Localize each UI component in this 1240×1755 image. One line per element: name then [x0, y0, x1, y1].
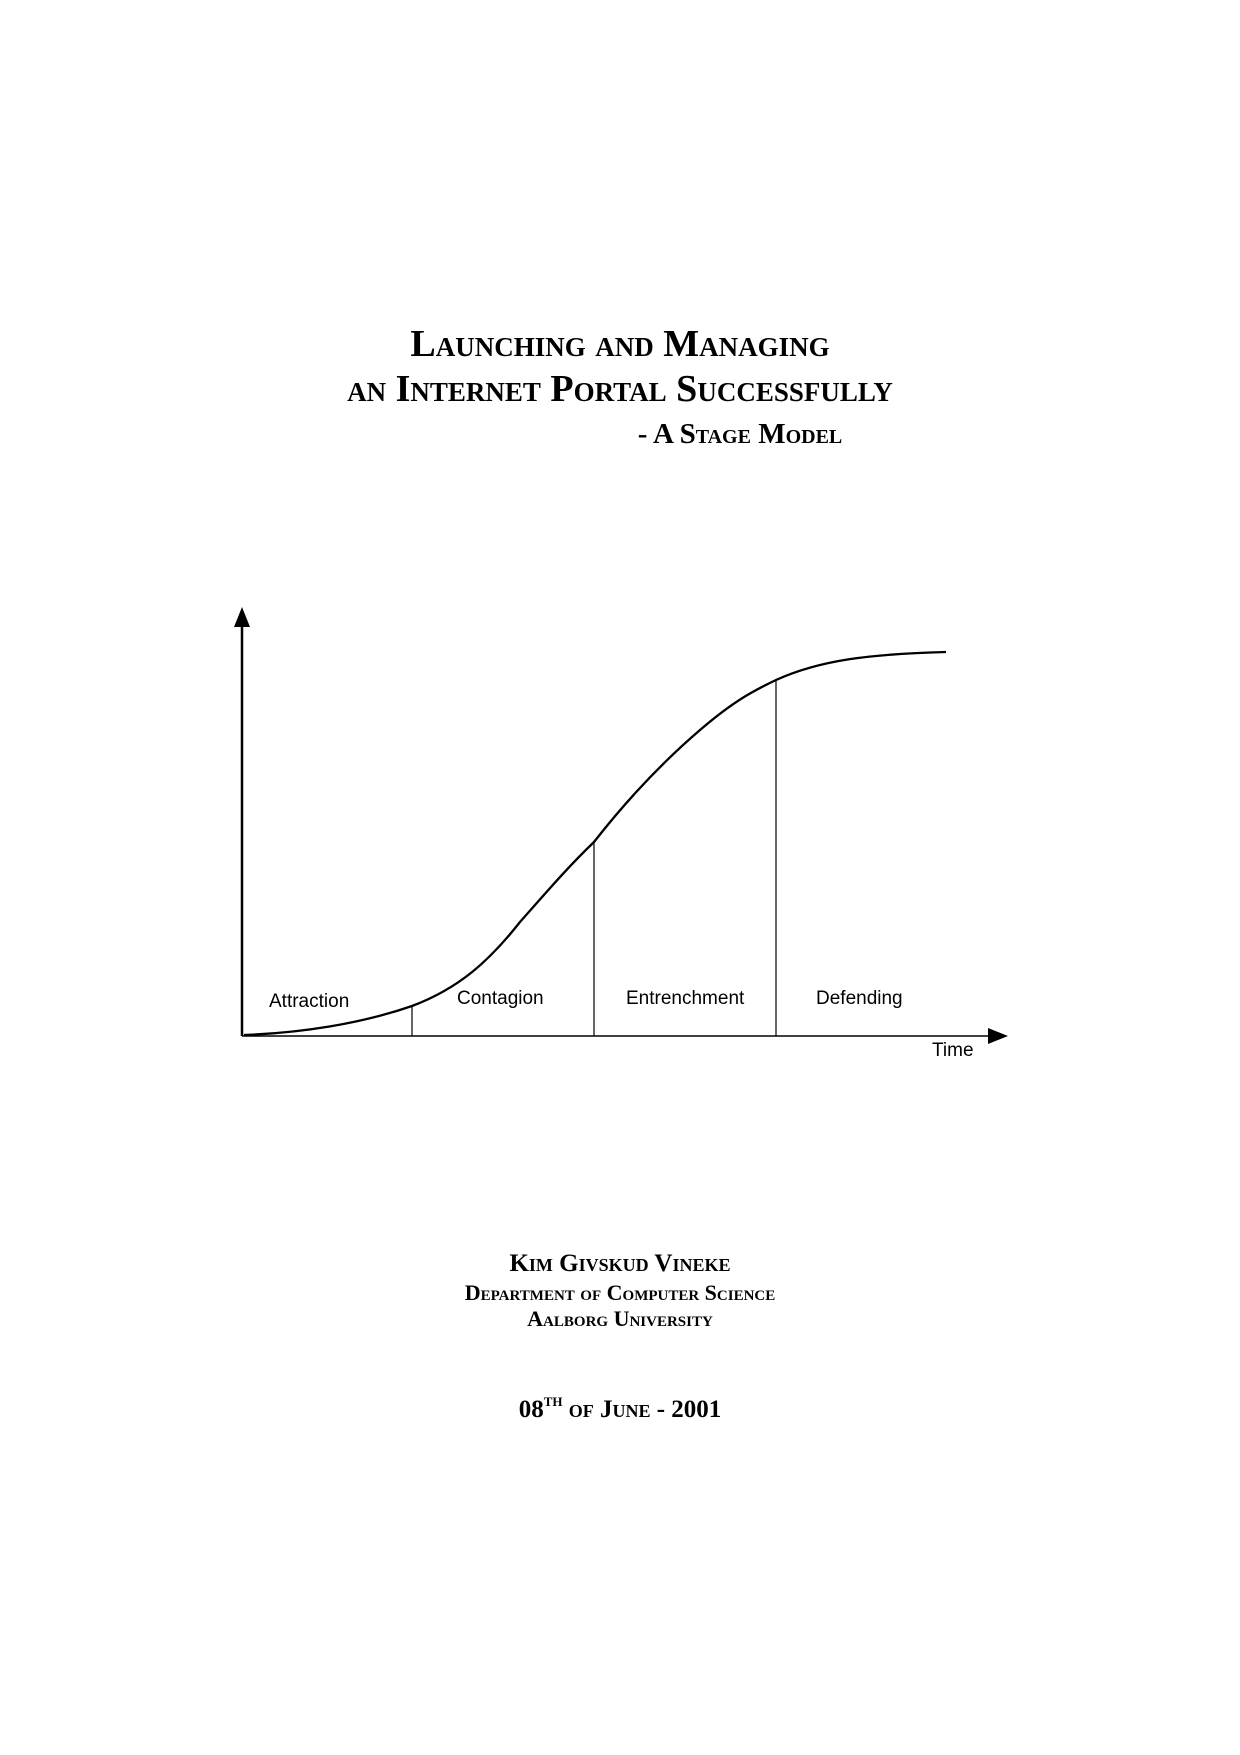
x-axis-label: Time	[932, 1040, 974, 1061]
title-line-2: an Internet Portal Successfully	[347, 368, 893, 410]
date-rest: of June - 2001	[568, 1396, 722, 1423]
x-axis-arrow-icon	[988, 1028, 1008, 1044]
stage-label-defending: Defending	[816, 988, 903, 1009]
y-axis-arrow-icon	[234, 607, 250, 627]
date-day: 08	[518, 1396, 544, 1423]
date-suffix: TH	[543, 1394, 563, 1409]
department: Department of Computer Science	[464, 1280, 776, 1305]
university: Aalborg University	[527, 1306, 713, 1331]
s-curve	[244, 652, 946, 1035]
stage-label-entrenchment: Entrenchment	[626, 988, 745, 1009]
title-line-3: - A Stage Model	[637, 418, 843, 450]
author-name: Kim Givskud Vineke	[509, 1250, 731, 1277]
stage-label-attraction: Attraction	[269, 991, 350, 1012]
title-line-1: Launching and Managing	[410, 323, 830, 365]
date	[0, 1396, 1240, 1424]
stage-label-contagion: Contagion	[457, 988, 544, 1009]
